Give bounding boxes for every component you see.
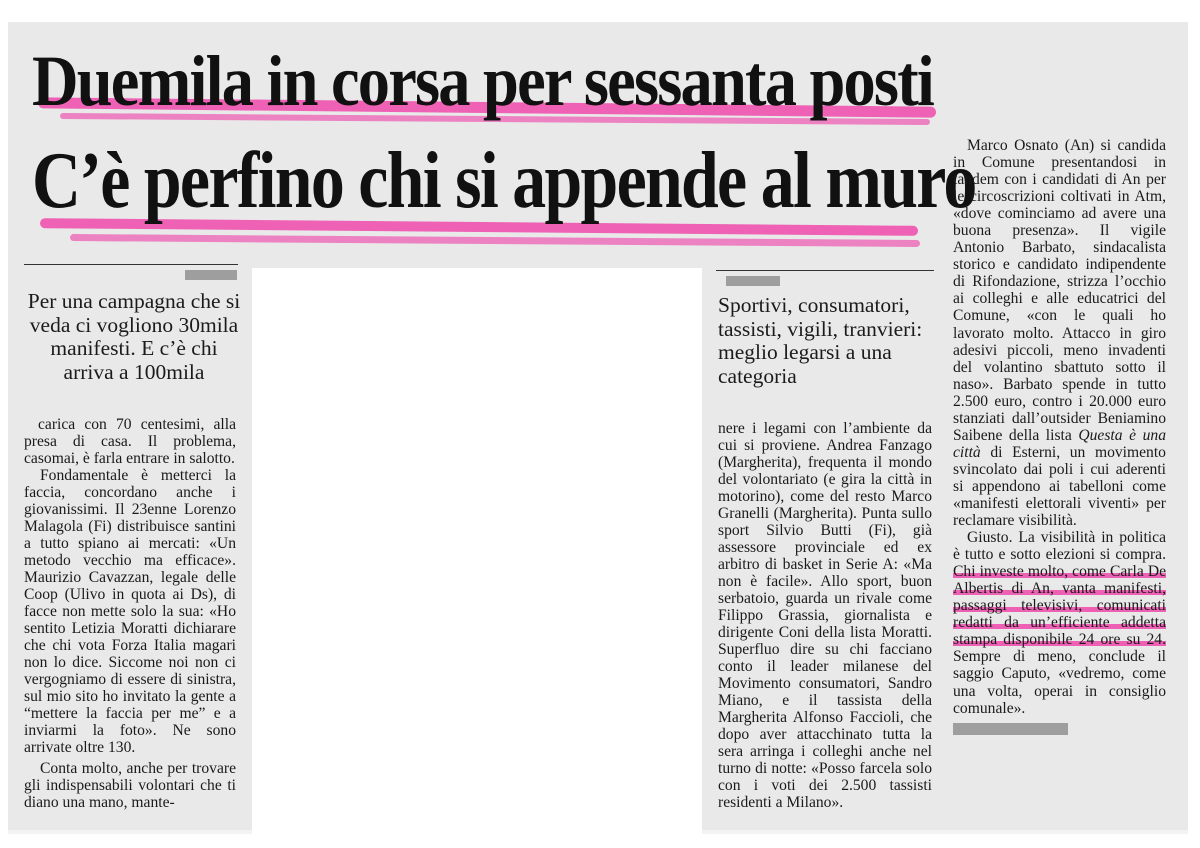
middle-subheadline: Sportivi, consumatori, tassisti, vigili, tranvieri: meglio legarsi a una categoria — [718, 293, 923, 388]
headline-line-2: C’è perfino chi si appende al muro — [32, 137, 976, 225]
right-paragraph-1-tail: di Esterni, un movimento svincolato dai poli i cui aderenti si appendono ai tabelloni come «manifesti elettorali viventi» per reclamare visibilità. — [953, 443, 1166, 530]
right-paragraph-1 — [953, 137, 1166, 529]
middle-column-marker-tab — [726, 276, 780, 286]
right-column-text — [953, 137, 1166, 717]
highlighted-passage: Chi investe molto, come Carla De Albertis di An, vanta manifesti, passaggi televisivi, comunicati redatti da un’efficiente addetta stampa disponibile 24 ore su 24. — [953, 563, 1166, 649]
right-paragraph-1-text: Marco Osnato (An) si candida in Comune presentandosi in tandem con i candidati di An per le circoscrizioni coltivati in Atm, «dove cominciamo ad avere una buona presenza». Il vigile Antonio Barbato, sindacalista storico e candidato indipendente di Rifondazione, strizza l’occhio ai colleghi e alle educatrici del Comune, «con le quali ho lavorato molto. Attacco in giro adesivi piccoli, meno invadenti del volantino sbattuto sotto il naso». Barbato spende in tutto 2.500 euro, contro i 20.000 euro stanziati dall’outsider Beniamino Saibene della lista — [953, 137, 1166, 444]
middle-column-text — [718, 420, 932, 811]
right-paragraph-2-tail: Sempre di meno, conclude il saggio Caputo, «vedremo, come una volta, operai in consiglio comunale». — [953, 648, 1166, 717]
headline-line-1: Duemila in corsa per sessanta posti — [32, 41, 933, 121]
left-column-text — [24, 416, 236, 811]
left-column-rule — [24, 264, 238, 265]
left-column-marker-tab — [185, 270, 237, 280]
right-paragraph-1-italic: Questa è una città — [953, 426, 1166, 461]
left-paragraph: Conta molto, anche per trovare gli indispensabili volontari che ti diano una mano, mante- — [24, 760, 236, 811]
right-paragraph-2 — [953, 529, 1166, 717]
middle-column-rule — [716, 270, 934, 271]
right-paragraph-2-text: Giusto. La visibilità in politica è tutto e sotto elezioni si compra. — [953, 529, 1166, 564]
middle-paragraph: nere i legami con l’ambiente da cui si proviene. Andrea Fanzago (Margherita), frequenta il mondo del volontariato (e gira la città in motorino), come del resto Marco Granelli (Margherita). Punta sullo sport Silvio Butti (Fi), già assessore provinciale ed ex arbitro di basket in Serie A: «Ma non è facile». Allo sport, buon serbatoio, guarda un rivale come Filippo Grassia, giornalista e dirigente Coni della lista Moratti. Superfluo dire su chi facciano conto il leader milanese del Movimento consumatori, Sandro Miano, e il tassista della Margherita Alfonso Faccioli, che dopo aver attacchinato tutta la sera arringa i colleghi anche nel turno di notte: «Posso farcela solo con i voti dei 2.500 tassisti residenti a Milano». — [718, 420, 932, 811]
left-paragraph: Fondamentale è metterci la faccia, concordano anche i giovanissimi. Il 23enne Lorenzo Malagola (Fi) distribuisce santini a tutto spiano ai mercati: «Un metodo vecchio ma efficace». Maurizio Cavazzan, legale delle Coop (Ulivo in quota ai Ds), di facce non mette solo la sua: «Ho sentito Letizia Moratti dichiarare che chi vota Forza Italia magari non lo dice. Siccome noi non ci vergogniamo di essere di sinistra, sul mio sito ho invitato la gente a “mettere la faccia per me” e a inviarmi la foto». Ne sono arrivate oltre 130. — [24, 467, 236, 756]
article-end-marker — [953, 723, 1068, 735]
left-paragraph: carica con 70 centesimi, alla presa di casa. Il problema, casomai, è farla entrare in salotto. — [24, 416, 236, 467]
blank-area — [252, 268, 702, 848]
left-subheadline: Per una campagna che si veda ci vogliono 30mila manifesti. E c’è chi arriva a 100mila — [27, 289, 241, 384]
